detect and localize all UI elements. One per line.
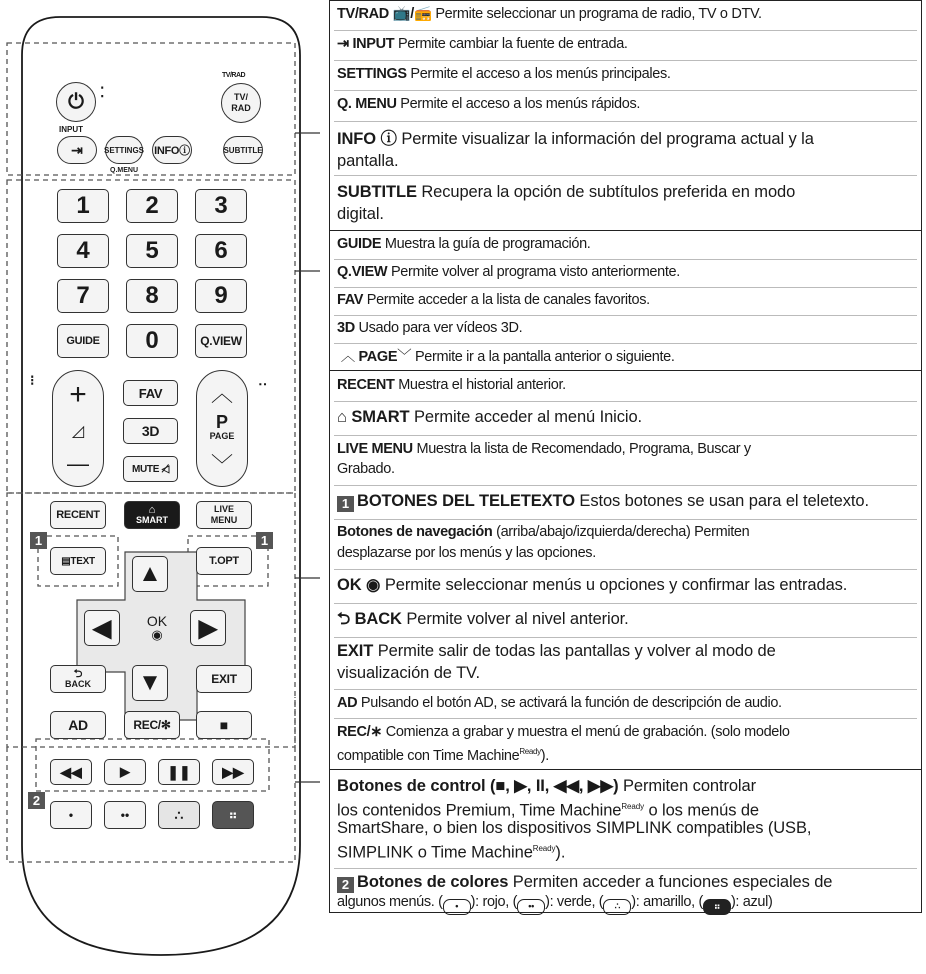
text-blue: ): azul) — [730, 894, 773, 910]
key-exit: EXIT — [337, 642, 374, 660]
text-colors: Permiten acceder a funciones especiales de — [508, 873, 833, 891]
desc-live-line2: Grabado. — [337, 461, 395, 477]
divider — [334, 603, 917, 604]
key-qmenu: Q. MENU — [337, 96, 397, 112]
digit-7-button[interactable]: 7 — [57, 279, 109, 313]
key-subtitle: SUBTITLE — [337, 183, 417, 201]
desc-nav — [337, 522, 915, 542]
desc-guide — [337, 234, 915, 254]
back-icon: ⮌ — [73, 668, 83, 680]
divider — [334, 121, 917, 122]
red-dot-icon: • — [443, 899, 471, 915]
volume-icon: ◿ — [71, 422, 85, 440]
nav-right-button[interactable]: ▶ — [190, 610, 226, 646]
nav-up-button[interactable]: ▲ — [132, 556, 168, 592]
text-settings: Permite el acceso a los menús principales. — [406, 66, 671, 82]
key-control: Botones de control — [337, 777, 486, 795]
desc-qview — [337, 262, 915, 282]
desc-control-line3: SmartShare, o bien los dispositivos SIMPLINK compatibles (USB, — [337, 819, 812, 837]
desc-info — [337, 129, 915, 149]
divider — [334, 343, 917, 344]
desc-info-line2: pantalla. — [337, 152, 399, 170]
live-menu-button[interactable] — [196, 501, 252, 529]
digit-3-button[interactable]: 3 — [195, 189, 247, 223]
nav-down-button[interactable]: ▼ — [132, 665, 168, 701]
desc-ok — [337, 575, 915, 595]
desc-fav — [337, 290, 915, 310]
qview-button[interactable]: Q.VIEW — [195, 324, 247, 358]
info-label: INFOⓘ — [154, 145, 190, 157]
green-button[interactable]: •• — [104, 801, 146, 829]
ready-sup: Ready — [532, 844, 556, 853]
rewind-button[interactable]: ◀◀ — [50, 759, 92, 785]
desc-smart — [337, 407, 915, 427]
divider — [334, 519, 917, 520]
mute-icon: ◁̸ — [161, 463, 169, 475]
divider — [334, 287, 917, 288]
smart-button[interactable] — [124, 501, 180, 529]
settings-button[interactable] — [105, 136, 143, 164]
vol-dots-marker: ⁝ — [30, 372, 35, 388]
text-button[interactable] — [50, 547, 106, 575]
desc-settings — [337, 64, 915, 84]
key-3d: 3D — [337, 320, 355, 336]
key-back: BACK — [354, 610, 402, 628]
text-colors-2a: algunos menús. ( — [337, 894, 443, 910]
desc-live — [337, 439, 915, 459]
text-control-2a: los contenidos Premium, Time Machine — [337, 801, 622, 820]
key-guide: GUIDE — [337, 236, 382, 252]
desc-control-line4 — [337, 839, 915, 863]
desc-3d — [337, 318, 915, 338]
stop-button[interactable]: ■ — [196, 711, 252, 739]
digit-9-button[interactable]: 9 — [195, 279, 247, 313]
text-input: Permite cambiar la fuente de entrada. — [394, 36, 628, 52]
text-recent: Muestra el historial anterior. — [394, 377, 566, 393]
text-fav: Permite acceder a la lista de canales favoritos. — [363, 292, 650, 308]
section-smart-navigation — [329, 370, 922, 770]
ad-button[interactable]: AD — [50, 711, 106, 739]
desc-subtitle — [337, 182, 915, 202]
desc-rec — [337, 722, 915, 742]
text-qview: Permite volver al programa visto anteriormente. — [387, 264, 680, 280]
guide-button[interactable]: GUIDE — [57, 324, 109, 358]
desc-colors — [337, 872, 915, 893]
ok-button[interactable] — [137, 608, 177, 648]
divider — [334, 90, 917, 91]
volume-rocker[interactable] — [52, 370, 104, 487]
key-ok: OK — [337, 576, 362, 594]
tv-radio-icon: 📺/📻 — [392, 6, 432, 22]
subtitle-label: SUBTITLE — [223, 145, 263, 155]
desc-back — [337, 609, 915, 629]
desc-exit — [337, 641, 915, 661]
text-qmenu: Permite el acceso a los menús rápidos. — [396, 96, 641, 112]
info-button[interactable] — [152, 136, 192, 164]
text-red: ): rojo, ( — [470, 894, 518, 910]
digit-6-button[interactable]: 6 — [195, 234, 247, 268]
tv-rad-line1: TV/ — [233, 92, 248, 102]
chevron-up-icon: ︿ — [340, 349, 355, 365]
digit-0-button[interactable]: 0 — [126, 324, 178, 358]
text-green: ): verde, ( — [545, 894, 604, 910]
nav-left-button[interactable]: ◀ — [84, 610, 120, 646]
settings-label: SETTINGS — [104, 145, 145, 155]
ready-sup: Ready — [519, 747, 541, 756]
text-control-2b: o los menús de — [644, 801, 759, 820]
yellow-dot-icon: ∴ — [603, 899, 631, 915]
key-fav: FAV — [337, 292, 364, 308]
mute-button[interactable] — [123, 456, 178, 482]
key-tvrad: TV/RAD — [337, 6, 389, 22]
fav-button[interactable]: FAV — [123, 380, 178, 406]
power-dots-marker: ⁚ — [100, 84, 105, 100]
desc-ad — [337, 693, 915, 713]
control-symbols: (■, ▶, II, ◀◀, ▶▶) — [485, 777, 619, 795]
page-rocker[interactable] — [196, 370, 248, 487]
number-badge-1: 1 — [337, 496, 354, 512]
divider — [334, 401, 917, 402]
info-icon: ⓘ — [380, 130, 397, 148]
back-label: BACK — [65, 679, 91, 689]
ok-icon: ◉ — [366, 576, 381, 594]
divider — [334, 175, 917, 176]
key-info: INFO — [337, 130, 377, 148]
desc-nav-line2: desplazarse por los menús y las opciones. — [337, 545, 596, 561]
desc-page — [337, 347, 915, 367]
subtitle-button[interactable] — [223, 136, 263, 164]
desc-colors-line2 — [337, 892, 915, 915]
text-icon: ▤ — [61, 555, 71, 567]
ok-icon: ◉ — [151, 627, 163, 642]
tv-rad-line2: RAD — [231, 103, 251, 113]
text-rec: Comienza a grabar y muestra el menú de grabación. (solo modelo — [382, 724, 790, 740]
recent-button[interactable]: RECENT — [50, 501, 106, 529]
text-ok: Permite seleccionar menús u opciones y confirmar las entradas. — [380, 576, 848, 594]
desc-qmenu — [337, 94, 915, 114]
desc-exit-line2: visualización de TV. — [337, 664, 480, 682]
divider — [334, 868, 917, 869]
topt-button[interactable]: T.OPT — [196, 547, 252, 575]
home-icon: ⌂ — [337, 408, 347, 426]
key-colors: Botones de colores — [357, 873, 509, 891]
number-badge-2: 2 — [337, 877, 354, 893]
qmenu-label: Q.MENU — [110, 167, 138, 174]
text-subtitle: Recupera la opción de subtítulos preferida en modo — [416, 183, 796, 201]
pause-button[interactable]: ❚❚ — [158, 759, 200, 785]
digit-2-button[interactable]: 2 — [126, 189, 178, 223]
tv-rad-button[interactable] — [221, 83, 261, 123]
home-icon: ⌂ — [148, 504, 156, 516]
rec-button[interactable]: REC/✻ — [124, 711, 180, 739]
desc-subtitle-line2: digital. — [337, 205, 384, 223]
fast-forward-button[interactable]: ▶▶ — [212, 759, 254, 785]
blue-dot-icon: ⠶ — [703, 899, 731, 915]
key-input: INPUT — [352, 36, 395, 52]
badge-1-left: 1 — [30, 532, 47, 549]
back-button[interactable] — [50, 665, 106, 693]
ready-sup: Ready — [621, 802, 644, 811]
key-nav: Botones de navegación — [337, 524, 493, 540]
divider — [334, 485, 917, 486]
key-recent: RECENT — [337, 377, 395, 393]
text-control-4b: ). — [555, 843, 566, 862]
text-yellow: ): amarillo, ( — [631, 894, 703, 910]
digit-4-button[interactable]: 4 — [57, 234, 109, 268]
desc-recent — [337, 375, 915, 395]
text-info: Permite visualizar la información del programa actual y la — [396, 130, 814, 148]
volume-up[interactable]: + — [69, 378, 87, 411]
divider — [334, 60, 917, 61]
key-page: PAGE — [358, 349, 398, 365]
divider — [334, 689, 917, 690]
back-icon: ⮌ — [337, 610, 351, 628]
input-button[interactable]: ⇥ — [57, 136, 97, 164]
key-ad: AD — [337, 695, 358, 711]
desc-tvrad — [337, 4, 915, 24]
page-down-icon[interactable]: ﹀ — [210, 453, 233, 478]
section-power-input — [329, 0, 922, 231]
blue-button[interactable]: ⠶ — [212, 801, 254, 829]
page-dots-marker: ‥ — [258, 372, 268, 388]
divider — [334, 637, 917, 638]
digit-1-button[interactable]: 1 — [57, 189, 109, 223]
text-rec-2a: compatible con Time Machine — [337, 747, 520, 764]
live-menu-line2: MENU — [210, 515, 238, 525]
text-label: TEXT — [70, 555, 95, 567]
key-live: LIVE MENU — [337, 441, 413, 457]
live-menu-line1: LIVE — [213, 504, 234, 514]
text-guide: Muestra la guía de programación. — [381, 236, 591, 252]
input-icon: ⇥ — [337, 36, 349, 52]
text-control-4a: SIMPLINK o Time Machine — [337, 843, 533, 862]
divider — [334, 569, 917, 570]
green-dot-icon: •• — [517, 899, 545, 915]
key-teletext: BOTONES DEL TELETEXTO — [357, 492, 575, 510]
3d-button[interactable]: 3D — [123, 418, 178, 444]
text-control: Permiten controlar — [618, 777, 756, 795]
key-rec: REC/∗ — [337, 724, 383, 740]
volume-down[interactable]: — — [67, 451, 89, 476]
key-qview: Q.VIEW — [337, 264, 388, 280]
page-up-icon[interactable]: ︿ — [210, 381, 233, 406]
divider — [334, 435, 917, 436]
text-rec-2b: ). — [540, 747, 549, 764]
divider — [334, 718, 917, 719]
desc-input — [337, 34, 915, 54]
ok-label: OK — [146, 613, 168, 629]
text-back: Permite volver al nivel anterior. — [401, 610, 629, 628]
mute-label: MUTE — [131, 463, 160, 475]
exit-button[interactable]: EXIT — [196, 665, 252, 693]
remote-control-illustration — [0, 0, 320, 974]
text-tvrad: Permite seleccionar un programa de radio, TV o DTV. — [431, 6, 762, 22]
digit-5-button[interactable]: 5 — [126, 234, 178, 268]
desc-control-line2 — [337, 797, 915, 821]
key-settings: SETTINGS — [337, 66, 407, 82]
smart-label: SMART — [136, 515, 168, 525]
badge-2: 2 — [28, 792, 45, 809]
text-nav: (arriba/abajo/izquierda/derecha) Permiten — [492, 524, 750, 540]
desc-control — [337, 776, 915, 796]
section-control-colors — [329, 769, 922, 913]
play-button[interactable]: ▶ — [104, 759, 146, 785]
text-exit: Permite salir de todas las pantallas y volver al modo de — [373, 642, 776, 660]
desc-rec-line2 — [337, 742, 915, 766]
desc-teletext — [337, 491, 915, 512]
text-ad: Pulsando el botón AD, se activará la función de descripción de audio. — [357, 695, 782, 711]
input-label: INPUT — [59, 125, 83, 134]
page-label: PAGE — [209, 430, 235, 441]
text-3d: Usado para ver vídeos 3D. — [354, 320, 523, 336]
power-button[interactable]: ⏻ — [56, 82, 96, 122]
text-page: Permite ir a la pantalla anterior o siguiente. — [411, 349, 675, 365]
text-teletext: Estos botones se usan para el teletexto. — [574, 492, 869, 510]
divider — [334, 259, 917, 260]
key-smart: SMART — [351, 408, 410, 426]
chevron-down-icon: ﹀ — [397, 349, 412, 365]
text-live: Muestra la lista de Recomendado, Programa, Buscar y — [412, 441, 751, 457]
divider — [334, 315, 917, 316]
digit-8-button[interactable]: 8 — [126, 279, 178, 313]
yellow-button[interactable]: ∴ — [158, 801, 200, 829]
tv-radio-icon: TV/RAD — [222, 72, 246, 79]
badge-1-right: 1 — [256, 532, 273, 549]
page-p-label: P — [215, 411, 228, 432]
divider — [334, 30, 917, 31]
red-button[interactable]: • — [50, 801, 92, 829]
text-smart: Permite acceder al menú Inicio. — [409, 408, 643, 426]
section-guide-page — [329, 230, 922, 371]
